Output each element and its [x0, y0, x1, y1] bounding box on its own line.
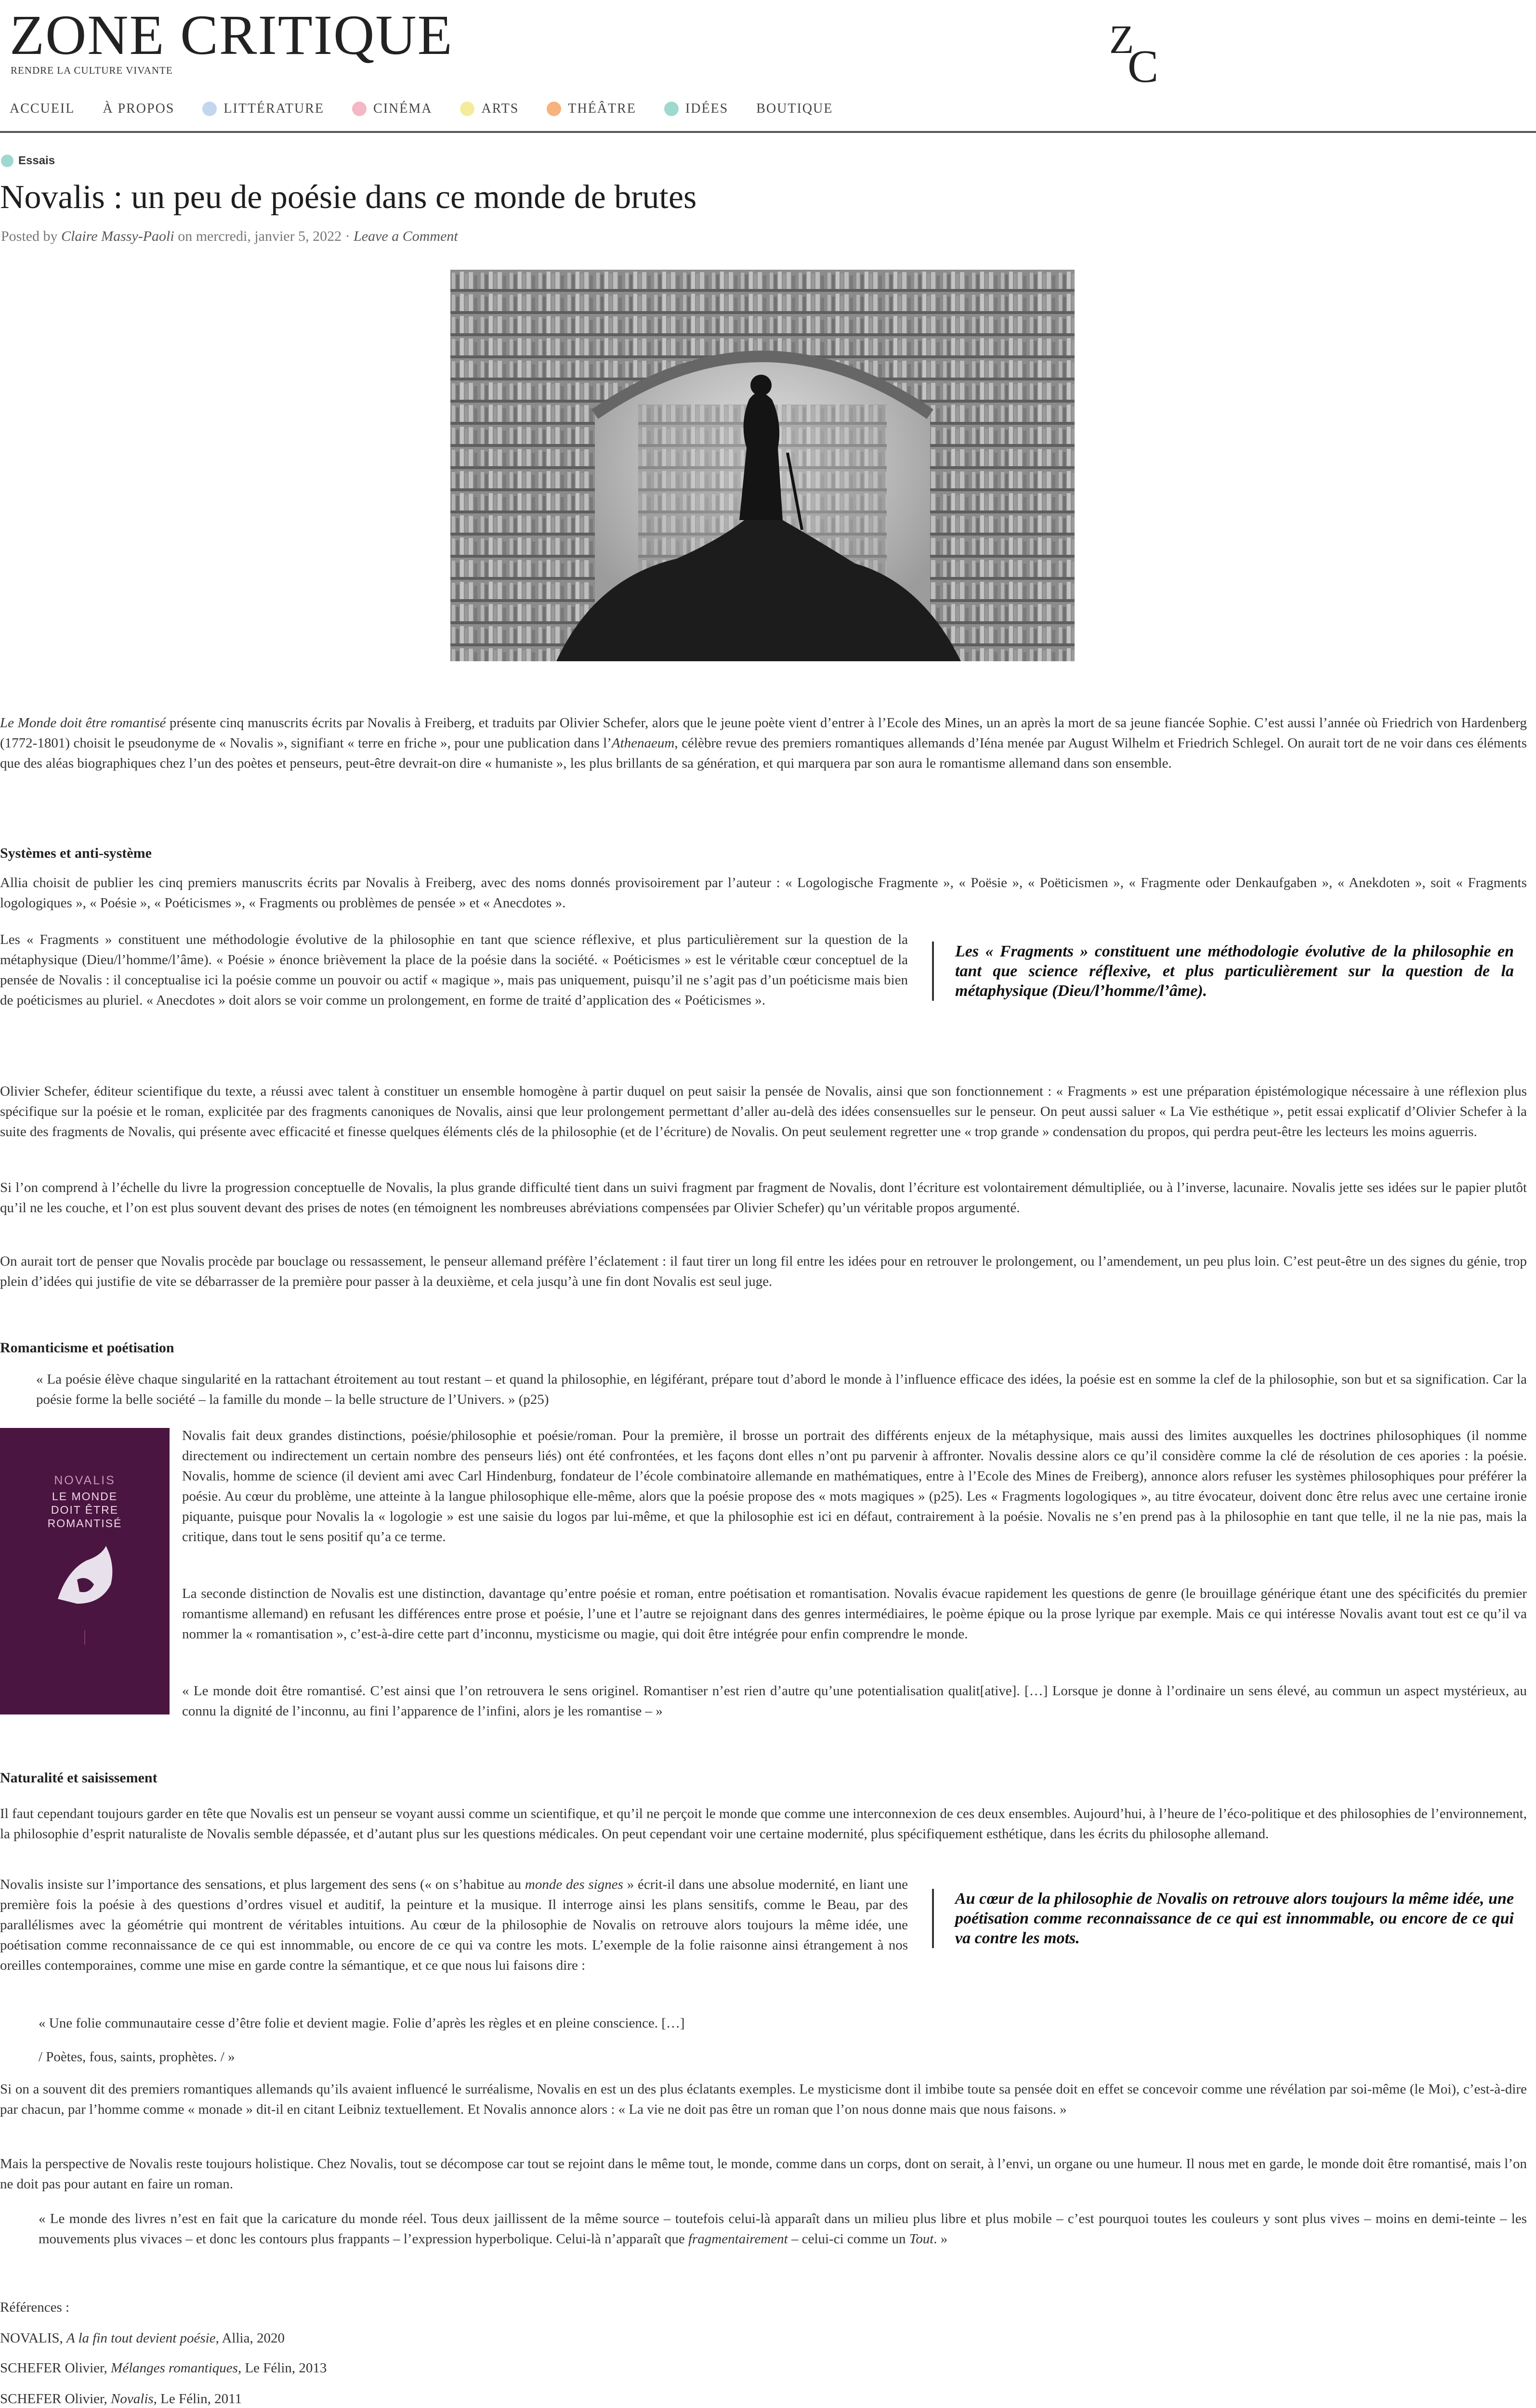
ref-text: SCHEFER Olivier,: [0, 2360, 111, 2376]
intro-paragraph: [0, 713, 1527, 773]
book-cover-author: NOVALIS: [54, 1474, 116, 1487]
s2-paragraph-2: La seconde distinction de Novalis est une distinction, davantage qu’entre poésie et roman, entre poétisation et romantisation. Novalis évacue rapidement les questions de genre (le brouillage générique étant une des spécificités du premier romantisme allemand) en refusant les différences entre prose et poésie, l’une et l’autre se rejoignant dans des genres intermédiaires, le poème épique ou la prose lyrique par exemple. Mais ce qui intéresse Novalis avant tout est ce qu’il va nommer la « romantisation », c’est-à-dire cette part d’inconnu, mysticisme ou magie, qui doit être intégrée pour enfin comprendre le monde.: [182, 1586, 1527, 1642]
book-title-italic: Le Monde doit être romantisé: [0, 715, 166, 731]
site-title[interactable]: ZONE CRITIQUE: [10, 3, 453, 66]
category-dot-icon: [460, 102, 474, 116]
hero-image: [450, 270, 1075, 661]
s3-p2-text: Novalis insiste sur l’importance des sensations, et plus largement des sens (« on s’habitue au: [0, 1877, 525, 1892]
intro-text: présente cinq manuscrits écrits par Novalis à Freiberg, et traduits par Olivier Schefer, alors que le jeune poète vient d’entrer à l’Ecole des Mines, un an après la mort de sa jeune fiancée Sophie. C’est aussi l’année où Friedrich von Hardenberg (1772-1801) choisit le pseudonyme de « Novalis », signifiant « terre en friche », pour une publication dans l’: [0, 715, 1527, 751]
category-label: Essais: [18, 154, 55, 167]
s3-paragraph-2: [0, 1874, 908, 1976]
category-dot-icon: [1, 155, 13, 167]
s1-paragraph-5: On aurait tort de penser que Novalis procède par bouclage ou ressassement, le penseur allemand préfère l’éclatement : il faut tirer un long fil entre les idées pour en retrouver le prolongement, ou l’amendement, un peu plus loin. C’est peut-être un des signes du génie, trop plein d’idées qui justifie de vite se débarrasser de la première pour passer à la deuxième, et cela jusqu’à une fin dont Novalis est seul juge.: [0, 1254, 1527, 1289]
s3-p2-text-cont: » écrit-il dans une absolue modernité, en liant une première fois la poésie à des questions d’ordres visuel et auditif, la peinture et la musique. Il interroge ainsi les plans sensitifs, comme le Beau, par des parallélismes avec la géométrie qui montrent de véritables intuitions. Au cœur de la philosophie de Novalis on retrouve alors toujours la même idée, une poétisation comme reconnaissance de ce qui est innommable, ou encore de ce qui va contre les mots. L’exemple de la folie raisonne ainsi étrangement à nos oreilles contemporaines, comme une mise en garde contre la sémantique, et ce que nous lui faisons dire :: [0, 1877, 908, 1973]
s3-q3-text-cont: – celui-ci comme un: [788, 2231, 909, 2247]
s3-paragraph-4: Mais la perspective de Novalis reste toujours holistique. Chez Novalis, tout se décompose car tout se rejoint dans le même tout, le monde, comme dans un corps, dont on serait, à l’envi, un organe ou une humeur. Il nous met en garde, le monde doit être romantisé, mais l’on ne doit pas pour autant en faire un roman.: [0, 2156, 1527, 2192]
pull-quote-2: Au cœur de la philosophie de Novalis on retrouve alors toujours la même idée, une poétisation comme reconnaissance de ce qui est innommable, ou encore de ce qui va contre les mots.: [932, 1889, 1514, 1948]
post-title: Novalis : un peu de poésie dans ce monde de brutes: [0, 179, 697, 216]
reference-3: [0, 2389, 242, 2408]
category-dot-icon: [547, 102, 561, 116]
nav-label: ACCUEIL: [10, 101, 75, 116]
book-cover-image: [0, 1428, 170, 1714]
nav-label: LITTÉRATURE: [223, 101, 325, 116]
section-heading-naturalite: Naturalité et saisissement: [0, 1770, 158, 1786]
nav-item-a-propos[interactable]: [103, 101, 174, 117]
s1-paragraph-1: Allia choisit de publier les cinq premiers manuscrits écrits par Novalis à Freiberg, avec des noms donnés provisoirement par l’auteur : « Logologische Fragmente », « Poësie », « Poëticismen », « Fragmente oder Denkaufgaben », « Anekdoten », soit « Fragments logologiques », « Poésie », « Poéticismes », « Fragments ou problèmes de pensée » et « Anecdotes ».: [0, 875, 1527, 911]
nav-label: ARTS: [481, 101, 519, 116]
leave-comment-link[interactable]: Leave a Comment: [354, 228, 458, 244]
nav-label: BOUTIQUE: [756, 101, 833, 116]
nav-item-accueil[interactable]: [10, 101, 75, 117]
nav-item-litterature[interactable]: [202, 101, 324, 117]
s3-paragraph-3: Si on a souvent dit des premiers romantiques allemands qu’ils avaient influencé le surréalisme, Novalis en est un des plus éclatants exemples. Le mysticisme dont il imbibe toute sa pensée doit en effet se concevoir comme une révélation par soi-même (le Moi), c’est-à-dire par chacun, par l’homme comme « monade » dit-il en citant Leibniz textuellement. Et Novalis annonce alors : « La vie ne doit pas être un roman que l’on nous donne mais que nous faisons. »: [0, 2081, 1527, 2117]
s2-paragraph-1: Novalis fait deux grandes distinctions, poésie/philosophie et poésie/roman. Pour la première, il brosse un portrait des différents enjeux de la métaphysique, mais aussi des limites auxquelles les doctrines philosophiques (il nomme directement ou indirectement un certain nombre des penseurs liés) ont été confrontées, et les façons dont elles n’ont pu parvenir à affronter. Novalis dessine alors ce qu’il considère comme la clé de résolution de ces apories : la poésie. Novalis, homme de science (il devient ami avec Carl Hindenburg, fondateur de l’école combinatoire allemande en mathématiques, entre à l’Ecole des Mines de Freiberg), annonce alors refuser les systèmes philosophiques pour préférer la poésie. Au cœur du problème, une atteinte à la langue philosophique elle-même, alors que la poésie propose des « mots magiques » (p25). Les « Fragments logologiques », au titre évocateur, doivent donc être relus avec une certaine ironie piquante, puisque pour Novalis la « logologie » est une saisie du logos par lui-même, et que la philosophie est ici en défaut, contrairement à la poésie. Novalis ne s’en prend pas à la philosophie en tant que telle, il ne la nie pas, mais la critique, dans tout le sens positif qu’a ce terme.: [182, 1428, 1527, 1544]
nav-item-theatre[interactable]: [547, 101, 636, 117]
svg-text:Z: Z: [1109, 18, 1134, 62]
references-heading: Références :: [0, 2300, 70, 2315]
nav-item-cinema[interactable]: [352, 101, 432, 117]
s1-paragraph-4: Si l’on comprend à l’échelle du livre la progression conceptuelle de Novalis, la plus grande difficulté tient dans un suivi fragment par fragment de Novalis, dont l’écriture est volontairement démultipliée, ou à l’inverse, lacunaire. Novalis jette ses idées sur le papier plutôt qu’il ne les couche, et l’on est plus souvent devant des prises de notes (en témoignent les nombreuses abréviations compensées par Olivier Schefer) qu’un véritable propos argumenté.: [0, 1180, 1527, 1216]
nav-label: À PROPOS: [103, 101, 175, 116]
nav-item-boutique[interactable]: [756, 101, 833, 117]
nav-item-idees[interactable]: [664, 101, 728, 117]
s3-quote-1: « Une folie communautaire cesse d’être folie et devient magie. Folie d’après les règles et en pleine conscience. […]: [39, 2015, 685, 2031]
s1-paragraph-2: Les « Fragments » constituent une méthodologie évolutive de la philosophie en tant que science réflexive, et plus particulièrement sur la question de la métaphysique (Dieu/l’homme/l’âme). « Poésie » énonce brièvement la place de la poésie dans la société. « Poéticismes » est le véritable cœur conceptuel de la pensée de Novalis : il conceptualise ici la poésie comme un pouvoir ou actif « magique », mais pas uniquement, puisqu’il ne s’agit pas d’un poéticisme mais bien de poéticismes au pluriel. « Anecdotes » doit alors se voir comme un prolongement, en forme de traité d’application des « Poéticismes ».: [0, 932, 908, 1008]
nav-label: THÉÂTRE: [568, 101, 636, 116]
category-dot-icon: [664, 102, 679, 116]
category-dot-icon: [202, 102, 217, 116]
post-date: on mercredi, janvier 5, 2022 ·: [174, 228, 354, 244]
section-heading-systemes: Systèmes et anti-système: [0, 845, 152, 861]
book-cover-illustration-icon: [48, 1541, 125, 1609]
book-cover-mark: [84, 1630, 85, 1645]
s2-quote-1: « La poésie élève chaque singularité en la rattachant étroitement au tout restant – et quand la philosophie, en légiférant, prépare tout d’abord le monde à l’influence efficace des idées, la poésie est en somme la clef de la philosophie, son but et sa signification. Car la poésie forme la belle société – la famille du monde – la belle structure de l’Univers. » (p25): [36, 1372, 1527, 1407]
header-divider: [0, 131, 1536, 133]
post-meta: [1, 228, 458, 245]
main-nav: [10, 101, 861, 117]
reference-2: [0, 2358, 327, 2378]
nav-label: IDÉES: [685, 101, 729, 116]
s3-q3-end: . »: [933, 2231, 948, 2247]
s3-p2-italic: monde des signes: [525, 1877, 623, 1892]
svg-text:C: C: [1128, 40, 1159, 86]
section-heading-romanticisme: Romanticisme et poétisation: [0, 1340, 174, 1356]
ref-text: , Le Félin, 2011: [153, 2391, 242, 2407]
nav-item-arts[interactable]: [460, 101, 519, 117]
post-category[interactable]: [1, 154, 55, 168]
ref-title: Mélanges romantiques: [111, 2360, 238, 2376]
s3-quote-3: [39, 2209, 1527, 2249]
ref-text: , Allia, 2020: [215, 2330, 285, 2346]
s3-paragraph-1: Il faut cependant toujours garder en tête que Novalis est un penseur se voyant aussi comme un scientifique, et qu’il ne perçoit le monde que comme une interconnexion de ces deux ensembles. Aujourd’hui, à l’heure de l’éco-politique et des philosophies de l’environnement, la philosophie d’esprit naturaliste de Novalis semble dépassée, et d’autant plus sur les questions médicales. On peut cependant voir une certaine modernité, plus spécifiquement esthétique, dans les écrits du philosophe allemand.: [0, 1806, 1527, 1842]
site-tagline: RENDRE LA CULTURE VIVANTE: [11, 65, 173, 76]
athenaeum-italic: Athenaeum: [611, 735, 675, 751]
posted-by-label: Posted by: [1, 228, 62, 244]
ref-text: NOVALIS,: [0, 2330, 67, 2346]
s3-q3-text: « Le monde des livres n’est en fait que la caricature du monde réel. Tous deux jaillissent de la même source – toutefois celui-là apparaît dans un milieu plus libre et plus mobile – c’est pourquoi toutes les couleurs y sont plus vives – moins en demi-teinte – les mouvements plus vivaces – et donc les contours plus frappants – l’expression hyperbolique. Celui-là n’apparaît que: [39, 2211, 1527, 2247]
nav-label: CINÉMA: [373, 101, 433, 116]
reference-1: [0, 2328, 285, 2348]
s3-quote-2: / Poètes, fous, saints, prophètes. / »: [39, 2049, 235, 2065]
ref-text: , Le Félin, 2013: [237, 2360, 327, 2376]
ref-title: Novalis: [111, 2391, 154, 2407]
s2-quote-2: « Le monde doit être romantisé. C’est ainsi que l’on retrouvera le sens originel. Romantiser n’est rien d’autre qu’une potentialisation qualit[ative]. […] Lorsque je donne à l’ordinaire un sens élevé, au commun un aspect mystérieux, au connu la dignité de l’inconnu, au fini l’apparence de l’infini, alors je les romantise – »: [182, 1683, 1527, 1719]
pull-quote-1: Les « Fragments » constituent une méthodologie évolutive de la philosophie en tant que science réflexive, et plus particulièrement sur la question de la métaphysique (Dieu/l’homme/l’âme).: [932, 942, 1514, 1001]
intro-text-cont: , célèbre revue des premiers romantiques allemands d’Iéna menée par August Wilhelm et Friedrich Schlegel. On aurait tort de ne voir dans ces éléments que des aléas biographiques chez l’un des poètes et penseurs, peut-être devrait-on dire « humaniste », les plus brillants de sa génération, et qui marquera par son aura le romantisme allemand dans son ensemble.: [0, 735, 1527, 771]
s1-paragraph-3: Olivier Schefer, éditeur scientifique du texte, a réussi avec talent à constituer un ensemble homogène à partir duquel on peut saisir la pensée de Novalis, ainsi que son fonctionnement : « Fragments » est une préparation épistémologique nécessaire à une réflexion plus spécifique sur la poésie et le roman, explicitée par des fragments canoniques de Novalis, ainsi que leur prolongement permettant d’aller au-delà des idées consensuelles sur le penseur. On peut aussi saluer « La Vie esthétique », petit essai explicatif d’Olivier Schefer à la suite des fragments de Novalis, qui présente avec efficacité et finesse quelques éléments clés de la philosophie (et de l’écriture) de Novalis. On peut seulement regretter une « trop grande » condensation du propos, qui perdra peut-être les lecteurs les moins aguerris.: [0, 1084, 1527, 1139]
category-dot-icon: [352, 102, 367, 116]
s3-q3-italic: fragmentairement: [688, 2231, 788, 2247]
s3-q3-italic-2: Tout: [909, 2231, 934, 2247]
book-cover-title: LE MONDE DOIT ÊTRE ROMANTISÉ: [47, 1490, 122, 1530]
author-link[interactable]: Claire Massy-Paoli: [61, 228, 174, 244]
ref-title: A la fin tout devient poésie: [66, 2330, 216, 2346]
site-logo[interactable]: [1105, 18, 1163, 86]
ref-text: SCHEFER Olivier,: [0, 2391, 111, 2407]
